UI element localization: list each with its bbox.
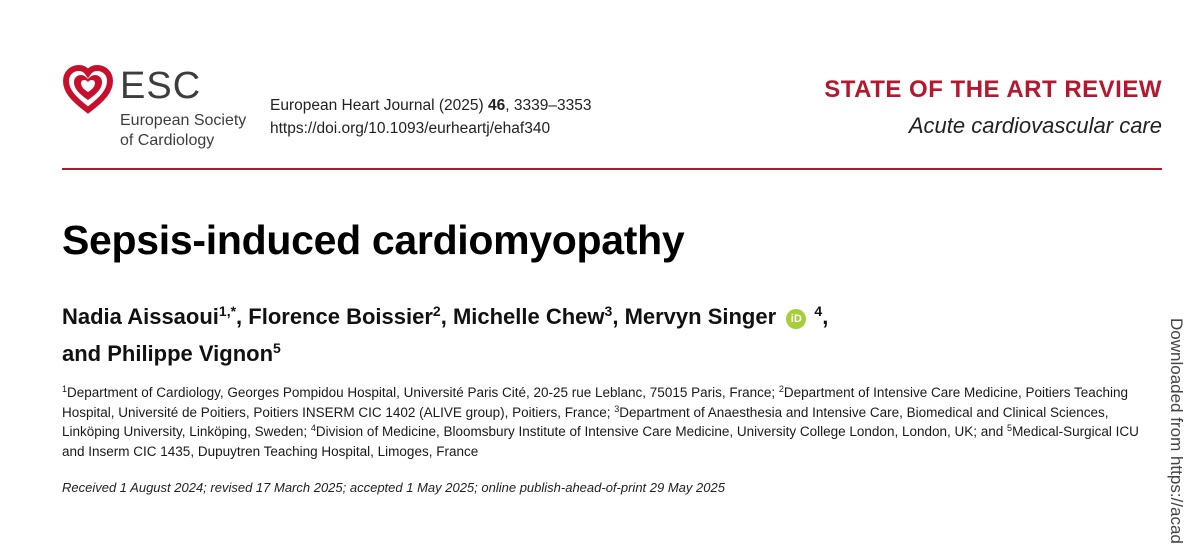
author-affiliation-ref: 1,* <box>218 303 237 319</box>
logo-acronym: ESC <box>120 65 202 107</box>
author-separator: , <box>440 304 453 329</box>
affiliation-number: 4 <box>310 423 316 434</box>
citation-block <box>270 94 591 140</box>
author-separator: , <box>612 304 625 329</box>
orcid-icon[interactable]: iD <box>786 309 806 329</box>
journal-volume: 46 <box>488 97 506 114</box>
affiliation-text: Department of Intensive Care Medicine, Poitiers Teaching Hospital, Université de Poitiers, Poitiers INSERM CIC 1402 (ALIVE group), Poitiers, France; <box>62 385 1129 420</box>
author-affiliation-ref: 4 <box>814 303 823 319</box>
author-affiliation-ref: 5 <box>273 340 281 356</box>
affiliations <box>62 383 1152 461</box>
doi-link[interactable]: https://doi.org/10.1093/eurheartj/ehaf340 <box>270 120 551 137</box>
affiliation-text: Department of Cardiology, Georges Pompidou Hospital, Université Paris Cité, 20-25 rue Leblanc, 75015 Paris, France; <box>67 385 779 400</box>
journal-pages: , 3339–3353 <box>505 97 592 114</box>
author-name[interactable]: Michelle Chew <box>452 304 605 329</box>
affiliation-number: 2 <box>778 384 784 394</box>
publication-dates: Received 1 August 2024; revised 17 March 2025; accepted 1 May 2025; online publish-ahead-of-print 29 May 2025 <box>62 480 725 495</box>
review-section-label: Acute cardiovascular care <box>908 113 1162 138</box>
author-name[interactable]: Mervyn Singer <box>624 304 777 329</box>
author-line-1 <box>62 298 1142 335</box>
author-affiliation-ref: 3 <box>604 303 613 319</box>
affiliation-text: Department of Anaesthesia and Intensive Care, Biomedical and Clinical Sciences, Linköping University, Linköping, Sweden; <box>62 404 1109 440</box>
affiliation-number: 3 <box>614 403 620 414</box>
author-name[interactable]: Nadia Aissaoui <box>62 304 219 329</box>
logo-name-line-2: of Cardiology <box>120 132 215 149</box>
author-name[interactable]: and Philippe Vignon <box>62 341 274 366</box>
heart-logo-icon <box>62 64 114 116</box>
author-separator: , <box>236 304 249 329</box>
author-name[interactable]: Florence Boissier <box>248 304 433 329</box>
author-affiliation-ref: 2 <box>432 303 441 319</box>
article-title: Sepsis-induced cardiomyopathy <box>62 217 685 263</box>
journal-citation <box>270 94 591 117</box>
affiliation-text: Medical-Surgical ICU and Inserm CIC 1435, Dupuytren Teaching Hospital, Limoges, France <box>62 424 1139 459</box>
author-line-2 <box>62 335 1142 372</box>
affiliation-number: 5 <box>1007 423 1013 434</box>
journal-name-year: European Heart Journal (2025) <box>270 97 488 114</box>
download-watermark: Downloaded from https://acad <box>1167 318 1186 544</box>
affiliation-number: 1 <box>62 384 68 394</box>
author-separator: , <box>822 304 829 329</box>
logo-name-line-1: European Society <box>120 112 247 129</box>
esc-logo[interactable] <box>62 64 262 154</box>
affiliation-text: Division of Medicine, Bloomsbury Institute of Intensive Care Medicine, University College London, London, UK; and <box>315 424 1008 440</box>
header-divider <box>62 168 1162 170</box>
author-list <box>62 298 1142 372</box>
review-type-label: STATE OF THE ART REVIEW <box>824 76 1162 103</box>
